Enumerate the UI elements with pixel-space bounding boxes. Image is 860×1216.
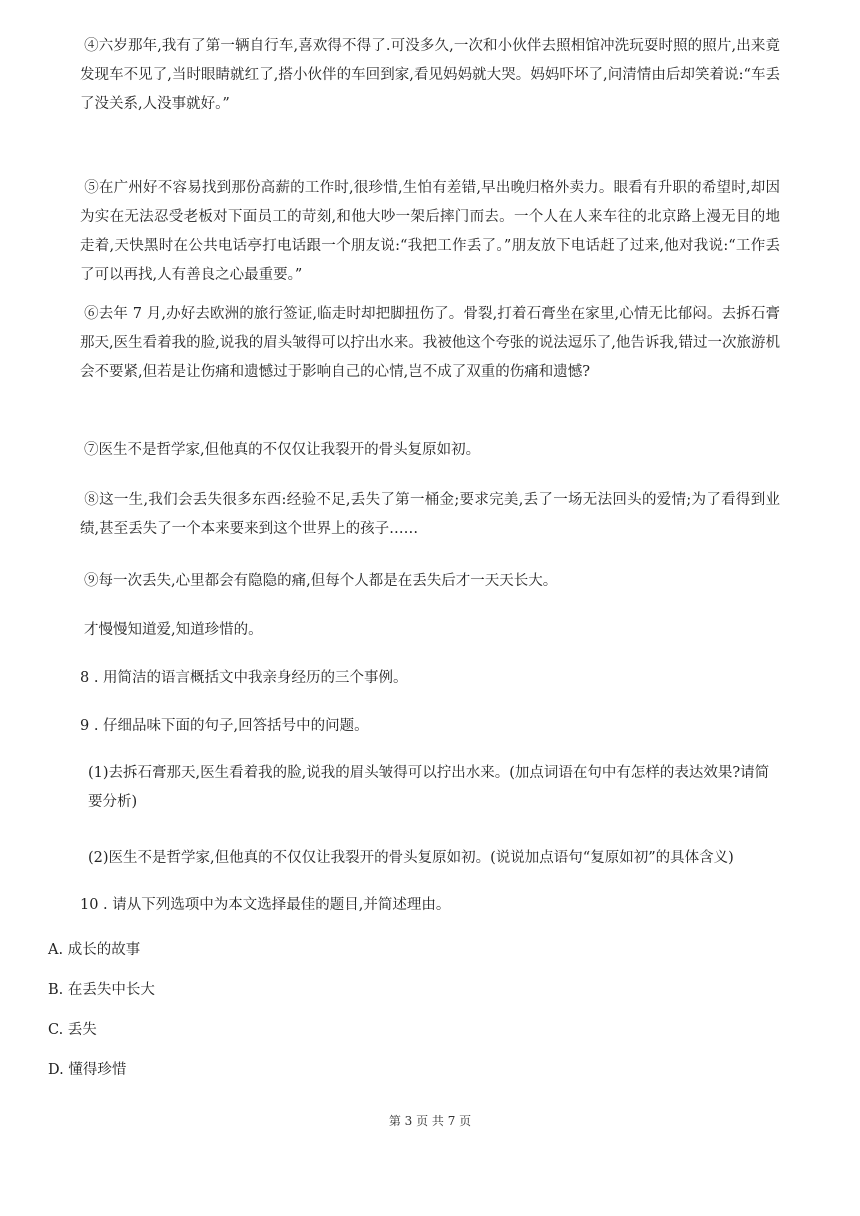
- paragraph-4-text: ④六岁那年,我有了第一辆自行车,喜欢得不得了.可没多久,一次和小伙伴去照相馆冲洗玩耍时照的照片,出来竟发现车不见了,当时眼睛就红了,搭小伙伴的车回到家,看见妈妈就大哭。妈妈吓坏了,问清情由后却笑着说:“车丢了没关系,人没事就好。”: [80, 38, 780, 112]
- paragraph-7: [80, 436, 780, 465]
- question-9: 9 . 仔细品味下面的句子,回答括号中的问题。: [80, 718, 369, 734]
- option-b: B. 在丢失中长大: [48, 982, 155, 998]
- option-a: A. 成长的故事: [48, 942, 141, 958]
- paragraph-9: [80, 567, 780, 596]
- question-9-part-2: (2)医生不是哲学家,但他真的不仅仅让我裂开的骨头复原如初。(说说加点语句“复原如初”的具体含义): [88, 850, 734, 866]
- option-d: D. 懂得珍惜: [48, 1062, 127, 1078]
- page-footer: 第 3 页 共 7 页: [388, 1114, 472, 1128]
- paragraph-6: [80, 300, 780, 387]
- question-8: 8 . 用简洁的语言概括文中我亲身经历的三个事例。: [80, 670, 408, 686]
- paragraph-5: [80, 174, 780, 290]
- question-9-part-1-text: (1)去拆石膏那天,医生看着我的脸,说我的眉头皱得可以拧出水来。(加点词语在句中有怎样的表达效果?请简要分析): [88, 765, 770, 810]
- paragraph-4: [80, 32, 780, 119]
- paragraph-7-text: ⑦医生不是哲学家,但他真的不仅仅让我裂开的骨头复原如初。: [84, 442, 481, 458]
- paragraph-6-text: ⑥去年 7 月,办好去欧洲的旅行签证,临走时却把脚扭伤了。骨裂,打着石膏坐在家里,心情无比郁闷。去拆石膏那天,医生看着我的脸,说我的眉头皱得可以拧出水来。我被他这个夸张的说法逗乐了,他告诉我,错过一次旅游机会不要紧,但若是让伤痛和遗憾过于影响自己的心情,岂不成了双重的伤痛和遗憾?: [80, 306, 780, 380]
- paragraph-final: [80, 616, 780, 645]
- question-9-part-1: [88, 759, 780, 817]
- paragraph-8: [80, 486, 780, 544]
- paragraph-9-text: ⑨每一次丢失,心里都会有隐隐的痛,但每个人都是在丢失后才一天天长大。: [84, 573, 558, 589]
- question-10: 10 . 请从下列选项中为本文选择最佳的题目,并简述理由。: [80, 897, 451, 913]
- paragraph-8-text: ⑧这一生,我们会丢失很多东西:经验不足,丢失了第一桶金;要求完美,丢了一场无法回头的爱情;为了看得到业绩,甚至丢失了一个本来要来到这个世界上的孩子……: [80, 492, 780, 537]
- paragraph-5-text: ⑤在广州好不容易找到那份高薪的工作时,很珍惜,生怕有差错,早出晚归格外卖力。眼看有升职的希望时,却因为实在无法忍受老板对下面员工的苛刻,和他大吵一架后摔门而去。一个人在人来车往的北京路上漫无目的地走着,天快黑时在公共电话亭打电话跟一个朋友说:“我把工作丢了。”朋友放下电话赶了过来,他对我说:“工作丢了可以再找,人有善良之心最重要。”: [80, 180, 780, 283]
- paragraph-final-text: 才慢慢知道爱,知道珍惜的。: [84, 622, 263, 638]
- option-c: C. 丢失: [48, 1022, 97, 1038]
